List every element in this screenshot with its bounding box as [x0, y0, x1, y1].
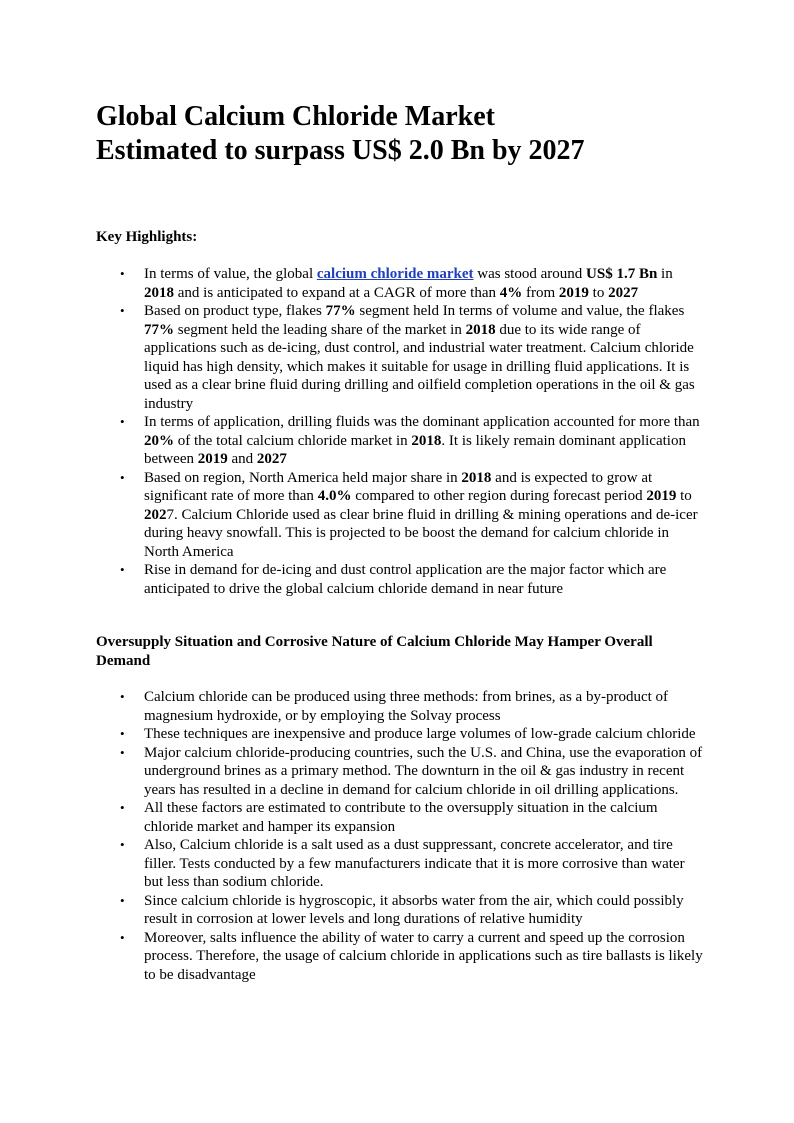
list-item	[120, 836, 704, 892]
text: Since calcium chloride is hygroscopic, it absorbs water from the air, which could possibly result in corrosion at lower levels and long durations of relative humidity	[144, 892, 684, 927]
list-item	[120, 265, 704, 302]
year-2019: 2019	[197, 451, 228, 467]
text: of the total calcium chloride market in	[174, 432, 412, 449]
list-item	[120, 561, 704, 598]
text: All these factors are estimated to contribute to the oversupply situation in the calcium chloride market and hamper its expansion	[144, 800, 658, 835]
section-heading-oversupply: Oversupply Situation and Corrosive Nature of Calcium Chloride May Hamper Overall Demand	[96, 634, 653, 669]
bullet-icon: •	[120, 689, 125, 704]
flakes-share: 77%	[325, 303, 356, 319]
text: to	[588, 284, 609, 301]
text: in	[657, 266, 673, 282]
title-line-2: Estimated to surpass US$ 2.0 Bn by 2027	[96, 135, 585, 166]
text: Based on product type, flakes	[144, 303, 326, 319]
bullet-icon: •	[120, 744, 125, 760]
year-2019: 2019	[646, 488, 677, 504]
list-item	[120, 469, 704, 562]
text: 7. Calcium Chloride used as clear brine fluid in drilling & mining operations and de-icer during heavy snowfall. This is projected to be boost the demand for calcium chloride in North America	[144, 506, 698, 560]
year-2018: 2018	[411, 432, 442, 449]
bullet-icon: •	[120, 800, 125, 815]
text: In terms of value, the global	[144, 266, 317, 282]
bullet-icon: •	[120, 266, 125, 281]
list-item	[120, 929, 704, 985]
year-2019: 2019	[558, 284, 589, 301]
text: Also, Calcium chloride is a salt used as a dust suppressant, concrete accelerator, and tire filler. Tests conducted by a few manufacturers indicate that it is more corrosive than water but less than sodium chloride.	[144, 837, 685, 890]
text: segment held In terms of volume and value, the flakes	[355, 303, 685, 319]
bullet-icon: •	[120, 726, 125, 741]
bullet-icon: •	[120, 929, 125, 945]
bullet-icon: •	[120, 469, 125, 485]
list-item	[120, 725, 704, 744]
bullet-icon: •	[120, 892, 125, 908]
key-highlights-heading: Key Highlights:	[96, 229, 198, 245]
list-item	[120, 688, 704, 725]
list-item	[120, 799, 704, 836]
text: due to its wide range of applications such as de-icing, dust control, and industrial water treatment. Calcium chloride liquid has high density, which makes it suitable for usage in drilling fluid applications. It is used as a clear brine fluid during drilling and oilfield completion operations in the oil & gas industry	[144, 321, 695, 412]
page-title	[96, 100, 736, 168]
year-2027: 2027	[256, 451, 287, 467]
bullet-icon: •	[120, 562, 125, 577]
text: Rise in demand for de-icing and dust control application are the major factor which are anticipated to drive the global calcium chloride demand in near future	[144, 562, 667, 597]
text: was stood around	[473, 266, 587, 282]
list-item	[120, 892, 704, 929]
text: Based on region, North America held major share in	[144, 469, 462, 486]
year-2018: 2018	[461, 469, 492, 486]
key-highlights-list	[120, 265, 704, 598]
bullet-icon: •	[120, 837, 125, 852]
title-line-1: Global Calcium Chloride Market	[96, 101, 495, 132]
cagr-value: 4%	[499, 284, 523, 301]
list-item	[120, 744, 704, 800]
year-2027: 2027	[608, 284, 639, 301]
text: These techniques are inexpensive and produce large volumes of low-grade calcium chloride	[144, 726, 696, 742]
bullet-icon: •	[120, 303, 125, 318]
flakes-share: 77%	[144, 321, 174, 338]
year-2027-partial: 202	[144, 506, 167, 523]
list-item	[120, 413, 704, 469]
year-2018: 2018	[144, 284, 174, 301]
value-us-1-7-bn: US$ 1.7 Bn	[586, 266, 658, 282]
growth-rate: 4.0%	[317, 488, 352, 504]
text: segment held the leading share of the market in	[174, 321, 466, 338]
calcium-chloride-market-link[interactable]: calcium chloride market	[316, 266, 474, 282]
list-item	[120, 302, 704, 413]
drilling-share: 20%	[144, 432, 174, 449]
text: Moreover, salts influence the ability of water to carry a current and speed up the corrosion process. Therefore, the usage of calcium chloride in applications such as tire ballasts is likely to be disadvantage	[144, 929, 703, 983]
text: compared to other region during forecast period	[351, 488, 647, 504]
oversupply-list	[120, 688, 704, 984]
text: from	[522, 284, 559, 301]
bullet-icon: •	[120, 414, 125, 429]
text: and	[227, 451, 257, 467]
text: and is expected to grow at significant rate of more than	[144, 469, 653, 504]
text: and is anticipated to expand at a CAGR of more than	[174, 284, 500, 301]
text: Major calcium chloride-producing countries, such the U.S. and China, use the evaporation of underground brines as a primary method. The downturn in the oil & gas industry in recent years has resulted in a decline in demand for calcium chloride in oil drilling applications.	[144, 744, 703, 798]
text: . It is likely remain dominant application between	[144, 432, 686, 467]
year-2018: 2018	[465, 321, 496, 338]
text: Calcium chloride can be produced using three methods: from brines, as a by-product of magnesium hydroxide, or by employing the Solvay process	[144, 689, 669, 724]
text: In terms of application, drilling fluids was the dominant application accounted for more than	[144, 414, 700, 430]
text: to	[676, 488, 692, 504]
